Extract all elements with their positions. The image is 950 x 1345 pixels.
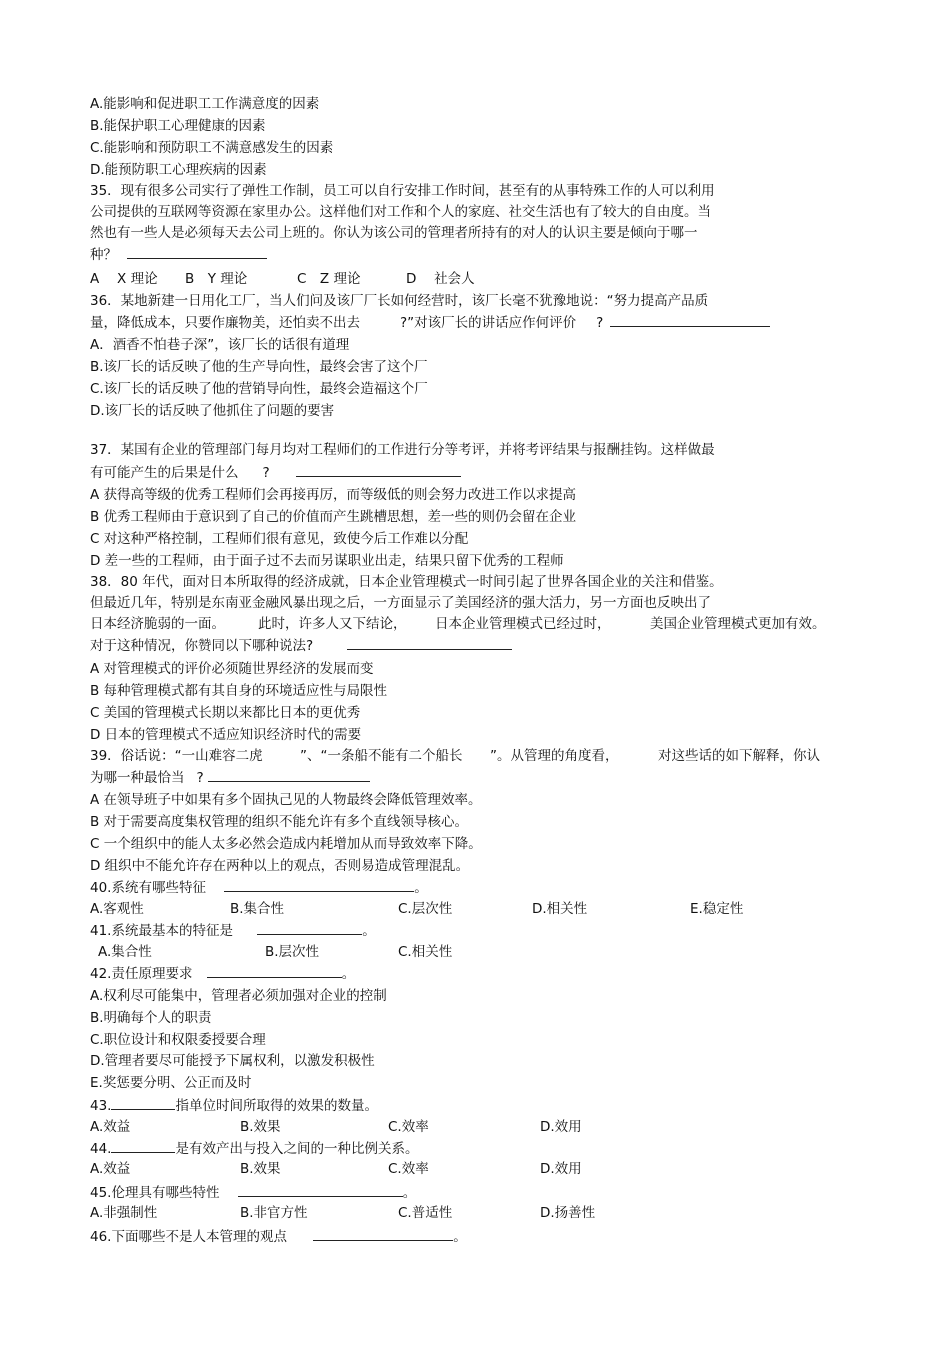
- q38-stem-text: 对于这种情况，你赞同以下哪种说法?: [90, 638, 314, 654]
- q44-number: 44.: [90, 1141, 112, 1157]
- q35-stem-line-2: 公司提供的互联网等资源在家里办公。这样他们对工作和个人的家庭、社交生活也有了较大的自由度。当: [90, 204, 711, 220]
- q41-option-a: A.集合性: [98, 944, 152, 960]
- q39-option-b: B 对于需要高度集权管理的组织不能允许有多个直线领导核心。: [90, 814, 469, 830]
- q45-stem-end: 。: [402, 1185, 417, 1201]
- q40-option-c: C.层次性: [398, 901, 453, 917]
- q39-option-d: D 组织中不能允许存在两种以上的观点，否则易造成管理混乱。: [90, 858, 470, 874]
- q44-options-row: [90, 1160, 850, 1178]
- q39-stem-part-f: ?: [196, 770, 204, 786]
- answer-blank[interactable]: [224, 878, 414, 892]
- answer-blank[interactable]: [610, 313, 770, 327]
- q38-stem-line-2: 但最近几年，特别是东南亚金融风暴出现之后，一方面显示了美国经济的强大活力，另一方面也反映出了: [90, 595, 711, 611]
- q41-option-c: C.相关性: [398, 944, 453, 960]
- q42-option-a: A.权利尽可能集中，管理者必须加强对企业的控制: [90, 988, 387, 1004]
- q35-option-c: C Z 理论: [297, 271, 361, 287]
- q34-option-b: B.能保护职工心理健康的因素: [90, 118, 266, 134]
- q37-option-b: B 优秀工程师由于意识到了自己的价值而产生跳槽思想，差一些的则仍会留在企业: [90, 509, 577, 525]
- q43-option-a: A.效益: [90, 1119, 131, 1135]
- q35-option-d: D 社会人: [406, 271, 475, 287]
- q34-option-d: D.能预防职工心理疾病的因素: [90, 162, 267, 178]
- q36-option-d: D.该厂长的话反映了他抓住了问题的要害: [90, 403, 335, 419]
- answer-blank[interactable]: [127, 245, 267, 259]
- q38-option-c: C 美国的管理模式长期以来都比日本的更优秀: [90, 705, 361, 721]
- answer-blank[interactable]: [208, 768, 370, 782]
- q39-stem-line-1: [90, 747, 850, 765]
- q43-option-d: D.效用: [540, 1119, 582, 1135]
- q42-option-b: B.明确每个人的职责: [90, 1010, 212, 1026]
- q40-option-d: D.相关性: [532, 901, 588, 917]
- q40-option-a: A.客观性: [90, 901, 144, 917]
- q37-stem-part-b: ?: [262, 465, 270, 481]
- q43-options-row: [90, 1118, 850, 1136]
- q45-option-c: C.普适性: [398, 1205, 453, 1221]
- q35-stem-line-1: 35．现有很多公司实行了弹性工作制，员工可以自行安排工作时间，甚至有的从事特殊工作的人可以利用: [90, 183, 715, 199]
- q45-option-d: D.扬善性: [540, 1205, 596, 1221]
- q37-stem-line-2: [90, 463, 461, 482]
- q39-stem-part-c: ”。从管理的角度看，: [490, 748, 619, 764]
- q38-option-b: B 每种管理模式都有其自身的环境适应性与局限性: [90, 683, 388, 699]
- answer-blank[interactable]: [238, 1183, 403, 1197]
- q42-stem: [90, 964, 355, 983]
- q46-stem-text: 46.下面哪些不是人本管理的观点: [90, 1229, 287, 1245]
- q45-option-a: A.非强制性: [90, 1205, 158, 1221]
- q36-option-c: C.该厂长的话反映了他的营销导向性，最终会造福这个厂: [90, 381, 428, 397]
- q38-stem-line-4: [90, 636, 512, 655]
- q44-option-d: D.效用: [540, 1161, 582, 1177]
- q35-options-row: [90, 270, 810, 288]
- q46-stem-end: 。: [453, 1229, 467, 1245]
- q37-option-a: A 获得高等级的优秀工程师们会再接再厉，而等级低的则会努力改进工作以求提高: [90, 487, 577, 503]
- q38-option-a: A 对管理模式的评价必须随世界经济的发展而变: [90, 661, 374, 677]
- q36-stem-part-b: ?”对该厂长的讲话应作何评价: [400, 315, 577, 331]
- q35-option-b: B Y 理论: [185, 271, 248, 287]
- q39-option-a: A 在领导班子中如果有多个固执己见的人物最终会降低管理效率。: [90, 792, 482, 808]
- q44-option-c: C.效率: [388, 1161, 429, 1177]
- answer-blank[interactable]: [257, 921, 362, 935]
- answer-blank[interactable]: [313, 1227, 453, 1241]
- q40-option-b: B.集合性: [230, 901, 285, 917]
- answer-blank[interactable]: [207, 964, 342, 978]
- q36-option-b: B.该厂长的话反映了他的生产导向性，最终会害了这个厂: [90, 359, 428, 375]
- q44-option-a: A.效益: [90, 1161, 131, 1177]
- q45-stem: [90, 1183, 416, 1202]
- q39-option-c: C 一个组织中的能人太多必然会造成内耗增加从而导致效率下降。: [90, 836, 482, 852]
- q38-stem-line-3: [90, 615, 850, 633]
- q35-stem-text: 种？: [90, 247, 117, 263]
- q44-option-b: B.效果: [240, 1161, 281, 1177]
- q44-stem-text: 是有效产出与投入之间的一种比例关系。: [175, 1141, 419, 1157]
- answer-blank[interactable]: [111, 1139, 175, 1153]
- q38-stem-part-d: 美国企业管理模式更加有效。: [650, 616, 826, 632]
- answer-blank[interactable]: [296, 463, 461, 477]
- q36-stem-line-1: 36．某地新建一日用化工厂，当人们问及该厂厂长如何经营时，该厂长毫不犹豫地说：“努力提高产品质: [90, 293, 709, 309]
- q36-stem-line-2: [90, 313, 770, 332]
- q40-stem: [90, 878, 428, 897]
- q39-stem-line-2: [90, 768, 370, 787]
- q35-stem-line-4: [90, 245, 267, 264]
- q40-option-e: E.稳定性: [690, 901, 744, 917]
- q35-stem-line-3: 然也有一些人是必须每天去公司上班的。你认为该公司的管理者所持有的对人的认识主要是倾向于哪一: [90, 225, 698, 241]
- q41-stem-text: 41.系统最基本的特征是: [90, 923, 233, 939]
- q42-option-d: D.管理者要尽可能授予下属权利，以激发积极性: [90, 1053, 375, 1069]
- q41-options-row: [90, 943, 850, 961]
- q41-stem: [90, 921, 376, 940]
- q43-option-c: C.效率: [388, 1119, 429, 1135]
- q41-stem-end: 。: [362, 923, 376, 939]
- q38-stem-part-b: 此时，许多人又下结论，: [258, 616, 407, 632]
- q43-option-b: B.效果: [240, 1119, 281, 1135]
- q38-option-d: D 日本的管理模式不适应知识经济时代的需要: [90, 727, 362, 743]
- q41-option-b: B.层次性: [265, 944, 320, 960]
- q42-stem-text: 42.责任原理要求: [90, 966, 193, 982]
- q42-option-e: E.奖惩要分明、公正而及时: [90, 1075, 252, 1091]
- q38-stem-part-c: 日本企业管理模式已经过时，: [435, 616, 611, 632]
- q37-stem-line-1: 37．某国有企业的管理部门每月均对工程师们的工作进行分等考评，并将考评结果与报酬挂钩。这样做最: [90, 442, 715, 458]
- q42-stem-end: 。: [341, 966, 356, 982]
- q42-option-c: C.职位设计和权限委授要合理: [90, 1032, 266, 1048]
- q39-stem-part-a: 39．俗话说：“一山难容二虎: [90, 748, 263, 764]
- q39-stem-part-b: ”、“一条船不能有二个船长: [300, 748, 463, 764]
- q36-stem-part-a: 量，降低成本，只要作廉物美，还怕卖不出去: [90, 315, 360, 331]
- answer-blank[interactable]: [111, 1096, 175, 1110]
- q43-stem-text: 指单位时间所取得的效果的数量。: [175, 1098, 378, 1114]
- q34-option-a: A.能影响和促进职工工作满意度的因素: [90, 96, 320, 112]
- answer-blank[interactable]: [347, 636, 512, 650]
- q37-option-c: C 对这种严格控制，工程师们很有意见，致使今后工作难以分配: [90, 531, 469, 547]
- q46-stem: [90, 1227, 467, 1246]
- q39-stem-part-d: 对这些话的如下解释，你认: [658, 748, 820, 764]
- q36-option-a: A．酒香不怕巷子深”，该厂长的话很有道理: [90, 337, 350, 353]
- q45-options-row: [90, 1204, 850, 1222]
- q44-stem: [90, 1139, 418, 1158]
- q43-stem: [90, 1096, 378, 1115]
- q37-stem-part-a: 有可能产生的后果是什么: [90, 465, 239, 481]
- q34-option-c: C.能影响和预防职工不满意感发生的因素: [90, 140, 334, 156]
- q43-number: 43.: [90, 1098, 112, 1114]
- q40-stem-end: 。: [414, 880, 428, 896]
- q36-stem-part-c: ?: [596, 315, 604, 331]
- q35-option-a: A X 理论: [90, 271, 158, 287]
- q40-options-row: [90, 900, 850, 918]
- q45-stem-text: 45.伦理具有哪些特性: [90, 1185, 220, 1201]
- q37-option-d: D 差一些的工程师，由于面子过不去而另谋职业出走，结果只留下优秀的工程师: [90, 553, 564, 569]
- q45-option-b: B.非官方性: [240, 1205, 308, 1221]
- q39-stem-part-e: 为哪一种最恰当: [90, 770, 185, 786]
- q38-stem-line-1: 38．80 年代，面对日本所取得的经济成就，日本企业管理模式一时间引起了世界各国企业的关注和借鉴。: [90, 574, 723, 590]
- q40-stem-text: 40.系统有哪些特征: [90, 880, 206, 896]
- q38-stem-part-a: 日本经济脆弱的一面。: [90, 616, 225, 632]
